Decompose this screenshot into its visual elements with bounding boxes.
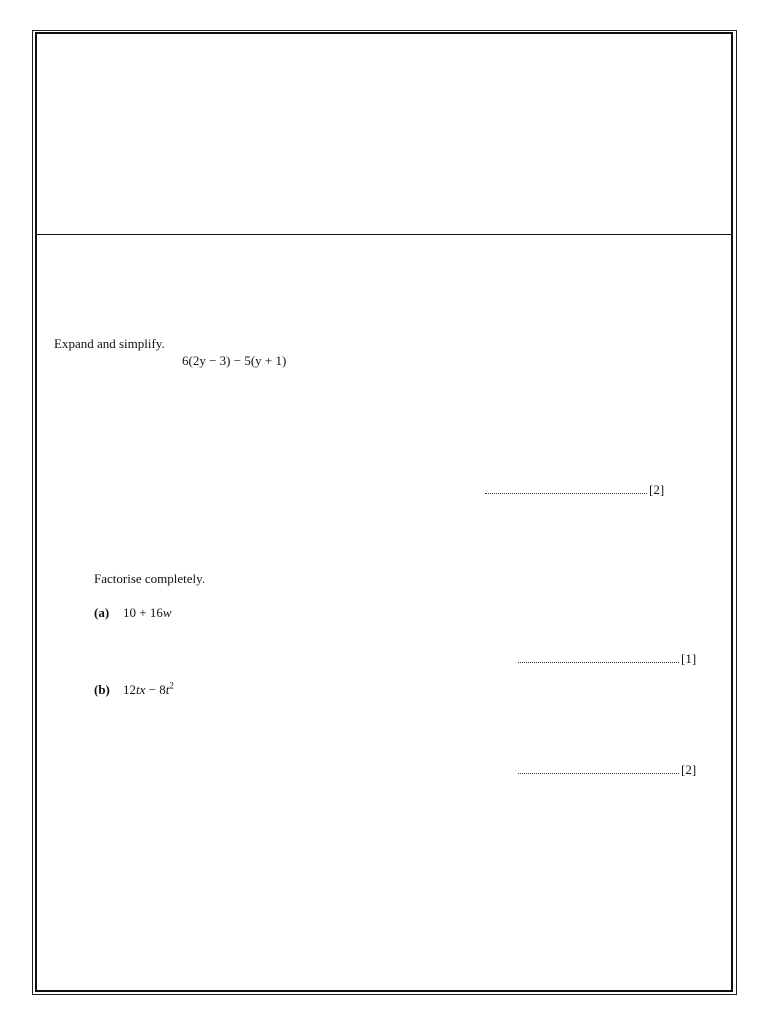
- question2a-expression-variable: w: [162, 605, 172, 620]
- question2a-answer-line[interactable]: [518, 651, 696, 667]
- question1-expression-text: 6(2y − 3) − 5(y + 1): [182, 353, 287, 368]
- page-frame-inner: [35, 32, 733, 992]
- answer-dotted-line[interactable]: [518, 651, 679, 663]
- question1-answer-line[interactable]: [485, 482, 664, 498]
- question2b-expression: [123, 682, 174, 698]
- question2a-expression-number: 10 + 16: [123, 605, 163, 620]
- header-divider: [36, 234, 732, 235]
- answer-dotted-line[interactable]: [485, 482, 647, 494]
- question2a-marks: [1]: [681, 651, 697, 666]
- question1-marks: [2]: [649, 482, 665, 497]
- question2b-expression-coef: 12: [123, 682, 136, 697]
- question2a-label: (a): [94, 605, 110, 620]
- question2a-expression: [123, 605, 172, 621]
- question2b-expression-var1: tx: [136, 682, 146, 697]
- question1-expression: [182, 353, 286, 369]
- question1-instruction: Expand and simplify.: [54, 336, 165, 351]
- question2b-expression-var2: t: [165, 682, 170, 697]
- question2b-expression-mid: − 8: [145, 682, 166, 697]
- question2-instruction: Factorise completely.: [94, 571, 206, 586]
- question2b-label: (b): [94, 682, 110, 697]
- question2b-marks: [2]: [681, 762, 697, 777]
- question2b-answer-line[interactable]: [518, 762, 696, 778]
- question2b-expression-exponent: 2: [169, 680, 174, 691]
- answer-dotted-line[interactable]: [518, 762, 679, 774]
